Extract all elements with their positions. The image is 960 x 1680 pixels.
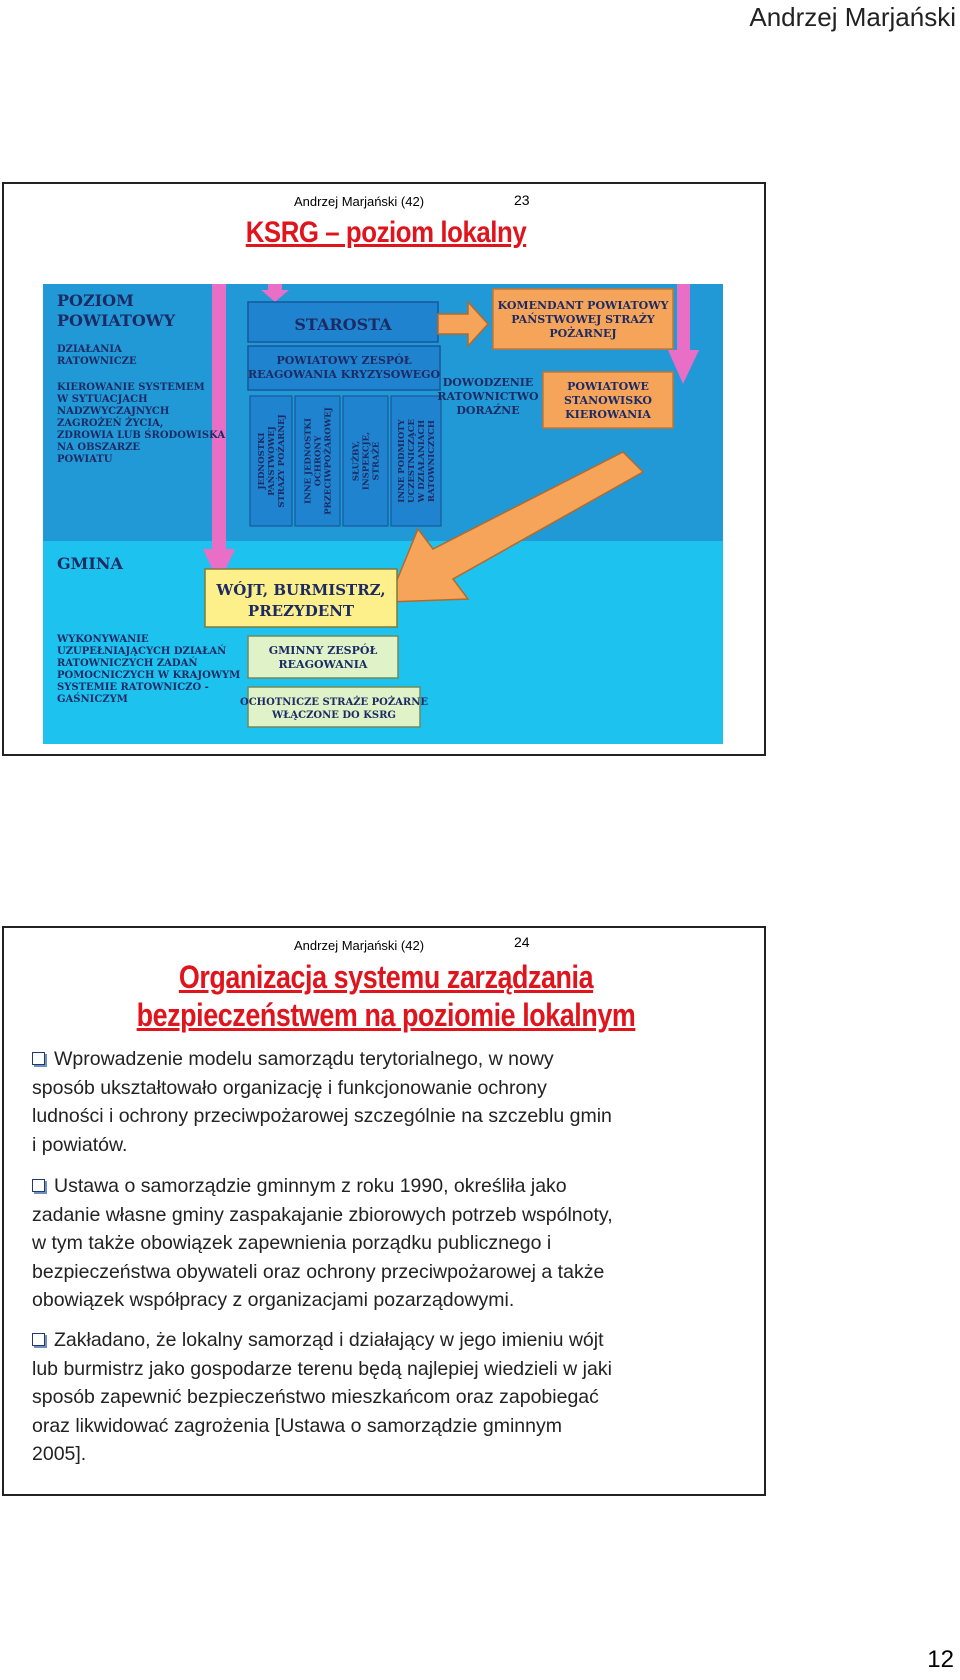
vertical-box-label: JEDNOSTKIPAŃSTWOWEJSTRAŻY POŻARNEJ — [257, 414, 287, 508]
paragraph-line: zadanie własne gminy zaspakajanie zbiorowych potrzeb wspólnoty, — [32, 1203, 613, 1226]
slide-author: Andrzej Marjański (42) — [294, 194, 425, 209]
page-header-author: Andrzej Marjański — [749, 2, 956, 32]
paragraph-line: Zakładano, że lokalny samorząd i działający w jego imieniu wójt — [54, 1329, 604, 1351]
paragraph-line: ludności i ochrony przeciwpożarowej szczególnie na szczeblu gmin — [32, 1105, 612, 1127]
paragraph-line: i powiatów. — [32, 1133, 128, 1156]
slide-title-line2: bezpieczeństwem na poziomie lokalnym — [136, 997, 636, 1033]
paragraph-line: sposób ukształtowało organizację i funkcjonowanie ochrony — [32, 1076, 547, 1099]
paragraph-line: 2005]. — [32, 1443, 87, 1465]
slide-24 — [2, 926, 766, 1496]
slide-title: KSRG – poziom lokalny — [245, 216, 527, 249]
wojt-label: WÓJT, BURMISTRZ, PREZYDENT — [216, 581, 386, 620]
vertical-box-label: INNE JEDNOSTKIOCHRONYPRZECIWPOŻAROWEJ — [303, 407, 334, 515]
komendant-label: KOMENDANT POWIATOWY PAŃSTWOWEJ STRAŻY POŻARNEJ — [497, 299, 669, 340]
checkbox-bullet-icon — [32, 1179, 45, 1192]
dowodzenie-label: DOWODZENIE RATOWNICTWO DORAŹNE — [437, 376, 539, 417]
paragraph-line: Wprowadzenie modelu samorządu terytorialnego, w nowy — [54, 1048, 554, 1070]
gminny-zespol-box — [248, 636, 398, 678]
vertical-boxes — [250, 396, 441, 526]
ksrg-diagram — [43, 284, 723, 744]
checkbox-bullet-icon — [32, 1333, 45, 1346]
paragraph-line: obowiązek współpracy z organizacjami pozarządowymi. — [32, 1289, 515, 1311]
gmina-sub: WYKONYWANIE UZUPEŁNIAJĄCYCH DZIAŁAŃ RATOWNICZYCH ZADAŃ POMOCNICZYCH W KRAJOWYM SYSTEMIE RATOWNICZO -GAŚNICZYM — [57, 634, 241, 705]
paragraph-line: oraz likwidować zagrożenia [Ustawa o samorządzie gminnym — [32, 1414, 562, 1437]
gminny-zespol-label: GMINNY ZESPÓŁ REAGOWANIA — [268, 644, 378, 671]
paragraph-line: Ustawa o samorządzie gminnym z roku 1990, określiła jako — [54, 1175, 567, 1197]
vertical-box-label: INNE PODMIOTYUCZESTNICZĄCEW DZIAŁANIACHRATOWNICZYCH — [397, 419, 437, 503]
paragraph-3 — [32, 1326, 742, 1469]
slide-number: 23 — [514, 192, 530, 208]
page-number: 12 — [927, 1646, 954, 1673]
slide-number: 24 — [514, 934, 530, 950]
powiat-sub1: DZIAŁANIA RATOWNICZE — [57, 344, 137, 367]
paragraph-line: w tym także obowiązek zapewnienia porządku publicznego i — [32, 1232, 552, 1254]
slide-title-line1: Organizacja systemu zarządzania — [178, 959, 594, 995]
osp-label: OCHOTNICZE STRAŻE POŻARNE WŁĄCZONE DO KSRG — [240, 697, 428, 721]
vertical-box-label: SŁUŻBY,INSPEKCJE,STRAŻE — [351, 431, 382, 491]
stanowisko-label: POWIATOWE STANOWISKO KIEROWANIA — [564, 380, 652, 421]
slide-title — [65, 958, 707, 1034]
starosta-label: STAROSTA — [294, 315, 392, 334]
powiatowy-zespol-label: POWIATOWY ZESPÓŁ REAGOWANIA KRYZYSOWEGO — [247, 354, 441, 381]
paragraph-1 — [32, 1045, 742, 1159]
paragraph-line: bezpieczeństwa obywateli oraz ochrony przeciwpożarowej a także — [32, 1260, 605, 1283]
powiat-sub2: KIEROWANIE SYSTEMEM W SYTUACJACH NADZWYCZAJNYCH ZAGROŻEŃ ŻYCIA, ZDROWIA LUB ŚRODOWISKA NA OBSZARZE POWIATU — [57, 382, 226, 465]
slide-23 — [2, 182, 766, 756]
powiat-heading: POZIOM POWIATOWY — [57, 291, 176, 330]
paragraph-line: lub burmistrz jako gospodarze terenu będą najlepiej wiedzieli w jaki — [32, 1357, 612, 1380]
slide-author: Andrzej Marjański (42) — [294, 938, 425, 953]
gmina-heading: GMINA — [57, 554, 123, 573]
paragraph-2 — [32, 1172, 742, 1315]
checkbox-bullet-icon — [32, 1052, 45, 1065]
paragraph-line: sposób zapewnić bezpieczeństwo mieszkańcom oraz zapobiegać — [32, 1386, 599, 1408]
